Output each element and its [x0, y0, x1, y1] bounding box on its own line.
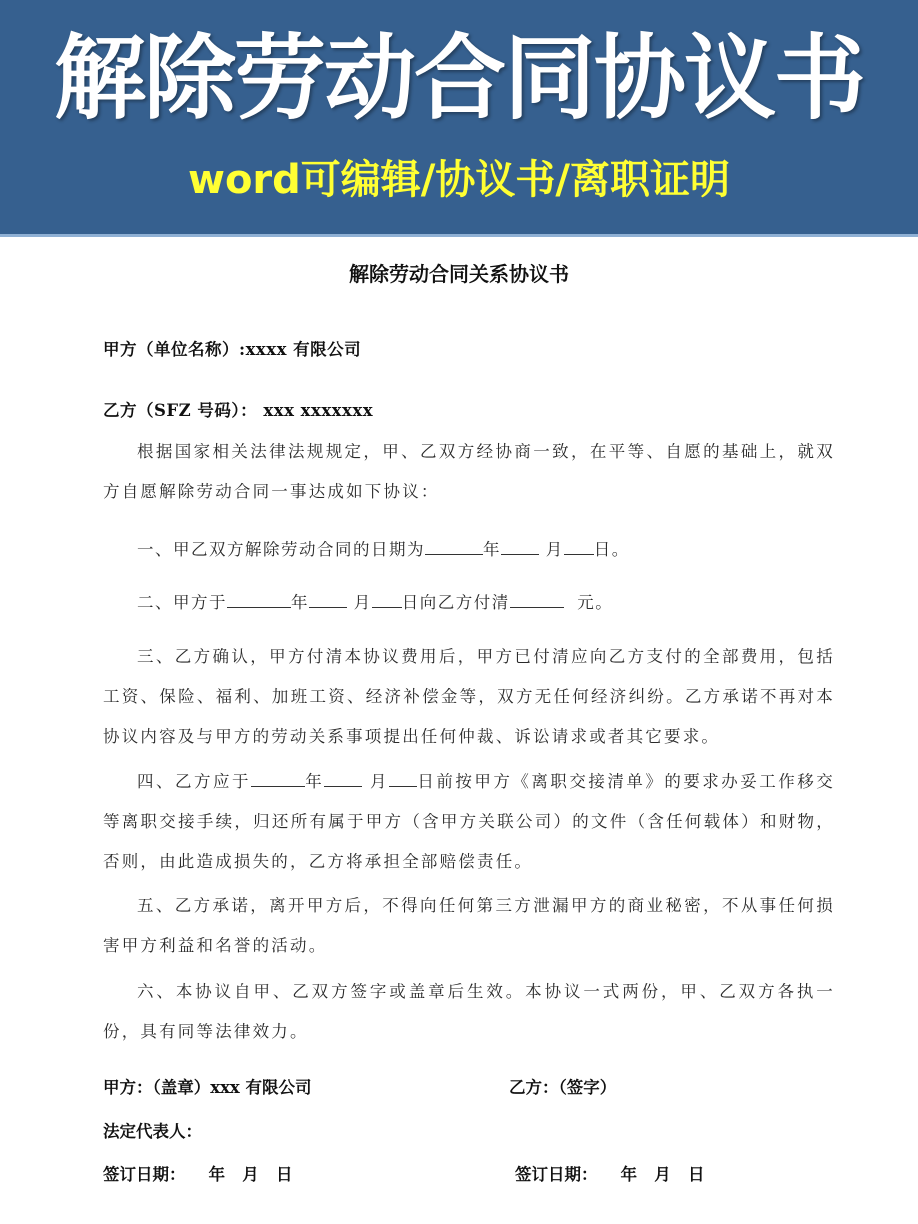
month-label: 月	[545, 540, 564, 559]
header-banner	[0, 0, 918, 237]
clause-6: 六、本协议自甲、乙双方签字或盖章后生效。本协议一式两份，甲、乙双方各执一份，具有同等法律效力。	[103, 982, 835, 1041]
day-label: 日。	[593, 540, 630, 559]
banner-title: 解除劳动合同协议书	[53, 24, 864, 132]
clause-4	[103, 762, 835, 882]
year-blank[interactable]	[227, 593, 291, 608]
clause-2-text: 二、甲方于	[137, 593, 227, 612]
day-blank[interactable]	[564, 540, 594, 555]
month-label: 月	[353, 593, 372, 612]
document-title: 解除劳动合同关系协议书	[349, 262, 569, 286]
party-a-line: 甲方（单位名称）:xxxx 有限公司	[103, 340, 362, 359]
month-label: 月	[370, 772, 390, 791]
year-label: 年	[483, 540, 501, 559]
day-blank[interactable]	[372, 593, 402, 608]
year-blank[interactable]	[425, 540, 483, 555]
month-blank[interactable]	[309, 593, 347, 608]
day-blank[interactable]	[389, 772, 417, 787]
clause-2	[137, 583, 867, 623]
signing-date-b: 签订日期： 年 月 日	[515, 1165, 705, 1184]
clause-1	[137, 530, 867, 570]
yuan-label: 元。	[577, 593, 614, 612]
year-label: 年	[291, 593, 309, 612]
month-blank[interactable]	[324, 772, 362, 787]
party-a-signature: 甲方：（盖章）xxx 有限公司	[103, 1078, 312, 1097]
legal-representative: 法定代表人：	[103, 1122, 202, 1141]
clause-4-rest: 日前按甲方《离职交接清单》的要求办妥工作移交等离职交接手续，归还所有属于甲方（含甲方关联公司）的文件（含任何载体）和财物，否则，由此造成损失的，乙方将承担全部赔偿责任。	[103, 772, 835, 871]
clause-5: 五、乙方承诺，离开甲方后，不得向任何第三方泄漏甲方的商业秘密，不从事任何损害甲方利益和名誉的活动。	[103, 896, 835, 955]
clause-3: 三、乙方确认，甲方付清本协议费用后，甲方已付清应向乙方支付的全部费用，包括工资、保险、福利、加班工资、经济补偿金等，双方无任何经济纠纷。乙方承诺不再对本协议内容及与甲方的劳动关系事项提出任何仲裁、诉讼请求或者其它要求。	[103, 647, 835, 746]
day-pay-label: 日向乙方付清	[401, 593, 510, 612]
amount-blank[interactable]	[510, 593, 564, 608]
clause-1-text: 一、甲乙双方解除劳动合同的日期为	[137, 540, 425, 559]
year-blank[interactable]	[251, 772, 305, 787]
party-b-line: 乙方（SFZ 号码）： xxx xxxxxxx	[103, 401, 374, 420]
preamble-paragraph: 根据国家相关法律法规规定，甲、乙双方经协商一致，在平等、自愿的基础上，就双方自愿解除劳动合同一事达成如下协议：	[103, 442, 835, 501]
year-label: 年	[305, 772, 325, 791]
banner-subtitle: word可编辑/协议书/离职证明	[187, 157, 730, 203]
month-blank[interactable]	[501, 540, 539, 555]
signing-date-a: 签订日期： 年 月 日	[103, 1165, 293, 1184]
clause-4-prefix: 四、乙方应于	[137, 772, 251, 791]
party-b-signature: 乙方：（签字）	[509, 1078, 617, 1097]
